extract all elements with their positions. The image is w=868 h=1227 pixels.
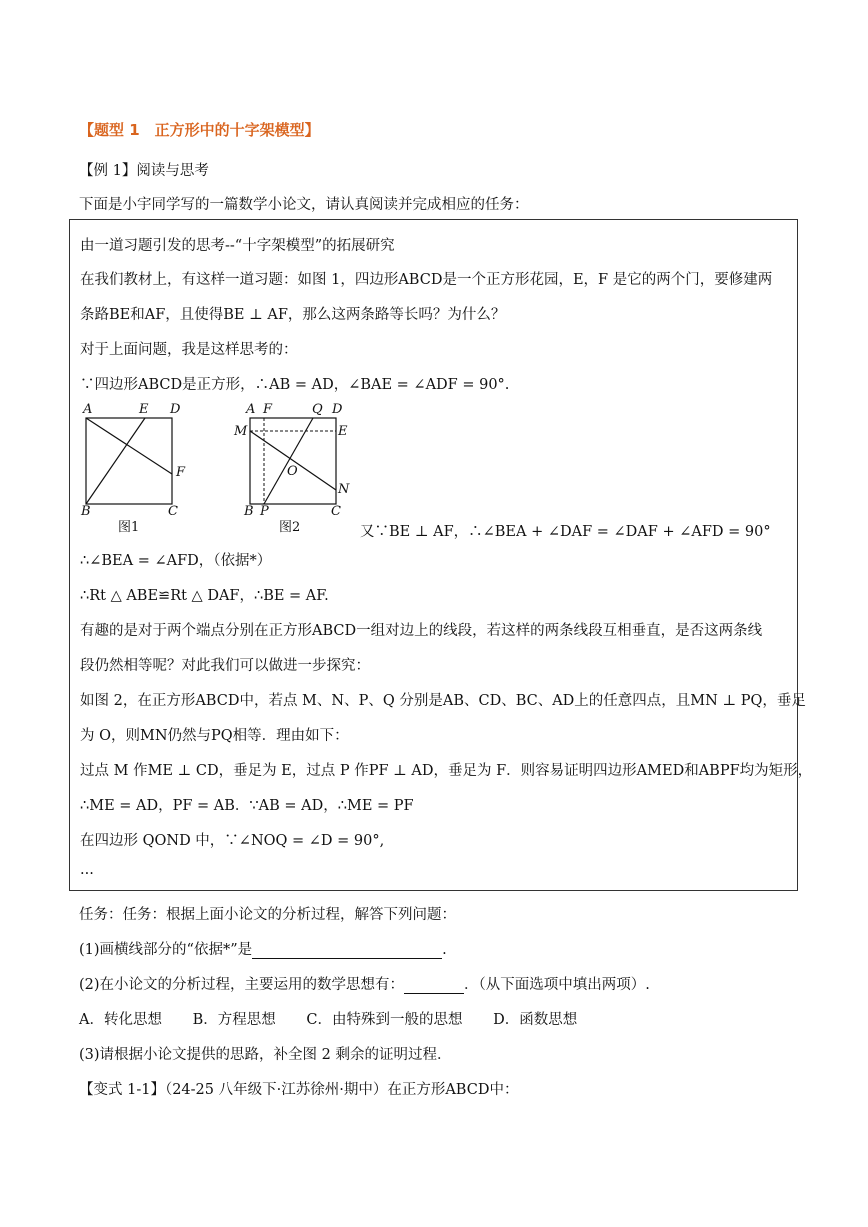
fig2-letter: B: [244, 504, 254, 519]
fig1-letter: F: [176, 465, 186, 480]
essay-paragraph: ∴Rt △ ABE≌Rt △ DAF，∴BE = AF.: [80, 588, 329, 604]
section-title: 【题型 1 正方形中的十字架模型】: [79, 121, 320, 139]
task-1: [79, 938, 447, 959]
essay-paragraph: ∵四边形ABCD是正方形，∴AB = AD，∠BAE = ∠ADF = 90°.: [80, 377, 510, 393]
fig2-letter: M: [234, 424, 248, 439]
task-1-end: .: [442, 942, 447, 958]
essay-heading: 由一道习题引发的思考--“十字架模型”的拓展研究: [80, 238, 395, 254]
fig2-letter: D: [332, 402, 343, 417]
essay-paragraph: 对于上面问题，我是这样思考的：: [80, 342, 298, 358]
tasks-intro: 任务：任务：根据上面小论文的分析过程，解答下列问题：: [79, 907, 456, 923]
fig2-letter: A: [246, 402, 256, 417]
fig1-letter: C: [168, 504, 178, 519]
task-2: [79, 973, 650, 994]
fig2-letter: O: [287, 464, 298, 479]
task-2-end: ．（从下面选项中填出两项）.: [464, 977, 650, 993]
task-1-text: (1)画横线部分的“依据*”是: [79, 942, 253, 958]
fig2-letter: E: [338, 424, 348, 439]
task-1-answer-blank[interactable]: [252, 942, 442, 959]
essay-paragraph: 条路BE和AF，且使得BE ⊥ AF，那么这两条路等长吗？为什么？: [80, 307, 506, 323]
fig2-caption: 图2: [279, 520, 301, 535]
essay-paragraph: 有趣的是对于两个端点分别在正方形ABCD一组对边上的线段，若这样的两条线段互相垂直，是否这两条线: [80, 623, 763, 639]
fig2-letter: P: [260, 504, 269, 519]
task-2-text: (2)在小论文的分析过程，主要运用的数学思想有：: [79, 977, 405, 993]
task-2-answer-blank[interactable]: [404, 977, 464, 994]
fig1-letter: B: [81, 504, 91, 519]
example-heading: 【例 1】阅读与思考: [79, 163, 209, 179]
essay-box: [69, 219, 813, 891]
task-3: (3)请根据小论文提供的思路，补全图 2 剩余的证明过程．: [79, 1047, 452, 1063]
fig1-square: [86, 418, 172, 504]
fig1-line-BE: [86, 418, 145, 504]
variant-heading: 【变式 1-1】（24-25 八年级下·江苏徐州·期中）在正方形ABCD中：: [79, 1082, 519, 1098]
essay-paragraph: 过点 M 作ME ⊥ CD，垂足为 E，过点 P 作PF ⊥ AD，垂足为 F．则容易证明四边形AMED和ABPF均为矩形，: [80, 763, 813, 779]
option-c: C．由特殊到一般的思想: [306, 1012, 463, 1028]
fig2-line-MN: [250, 431, 336, 490]
option-b: B．方程思想: [192, 1012, 276, 1028]
essay-paragraph: ∴ME = AD，PF = AB．∵AB = AD，∴ME = PF: [80, 798, 414, 814]
essay-paragraph: 如图 2，在正方形ABCD中，若点 M、N、P、Q 分别是AB、CD、BC、AD上的任意四点，且MN ⊥ PQ，垂足: [80, 693, 806, 709]
essay-paragraph: ∴∠BEA = ∠AFD，（依据*）: [80, 553, 272, 569]
intro-text: 下面是小宇同学写的一篇数学小论文，请认真阅读并完成相应的任务：: [79, 197, 529, 213]
essay-paragraph: 段仍然相等呢？对此我们可以做进一步探究：: [80, 658, 370, 674]
fig2-letter: Q: [312, 402, 323, 417]
fig2-letter: F: [263, 402, 273, 417]
fig2-letter: C: [331, 504, 341, 519]
option-a: A．转化思想: [79, 1012, 162, 1028]
essay-paragraph: 在我们教材上，有这样一道习题：如图 1，四边形ABCD是一个正方形花园，E，F 是它的两个门，要修建两: [80, 272, 773, 288]
essay-paragraph: 为 O，则MN仍然与PQ相等．理由如下：: [80, 728, 349, 744]
essay-paragraph: 又∵BE ⊥ AF，∴∠BEA + ∠DAF = ∠DAF + ∠AFD = 90°: [360, 524, 771, 540]
fig1-letter: A: [83, 402, 93, 417]
task-2-options: [79, 1008, 603, 1029]
fig1-letter: E: [139, 402, 149, 417]
option-d: D．函数思想: [493, 1012, 578, 1028]
fig1-caption: 图1: [118, 520, 140, 535]
essay-paragraph: ...: [80, 862, 94, 878]
fig1-line-AF: [86, 418, 172, 474]
fig2-letter: N: [338, 482, 350, 497]
essay-paragraph: 在四边形 QOND 中，∵∠NOQ = ∠D = 90°,: [80, 833, 385, 849]
fig1-letter: D: [170, 402, 181, 417]
